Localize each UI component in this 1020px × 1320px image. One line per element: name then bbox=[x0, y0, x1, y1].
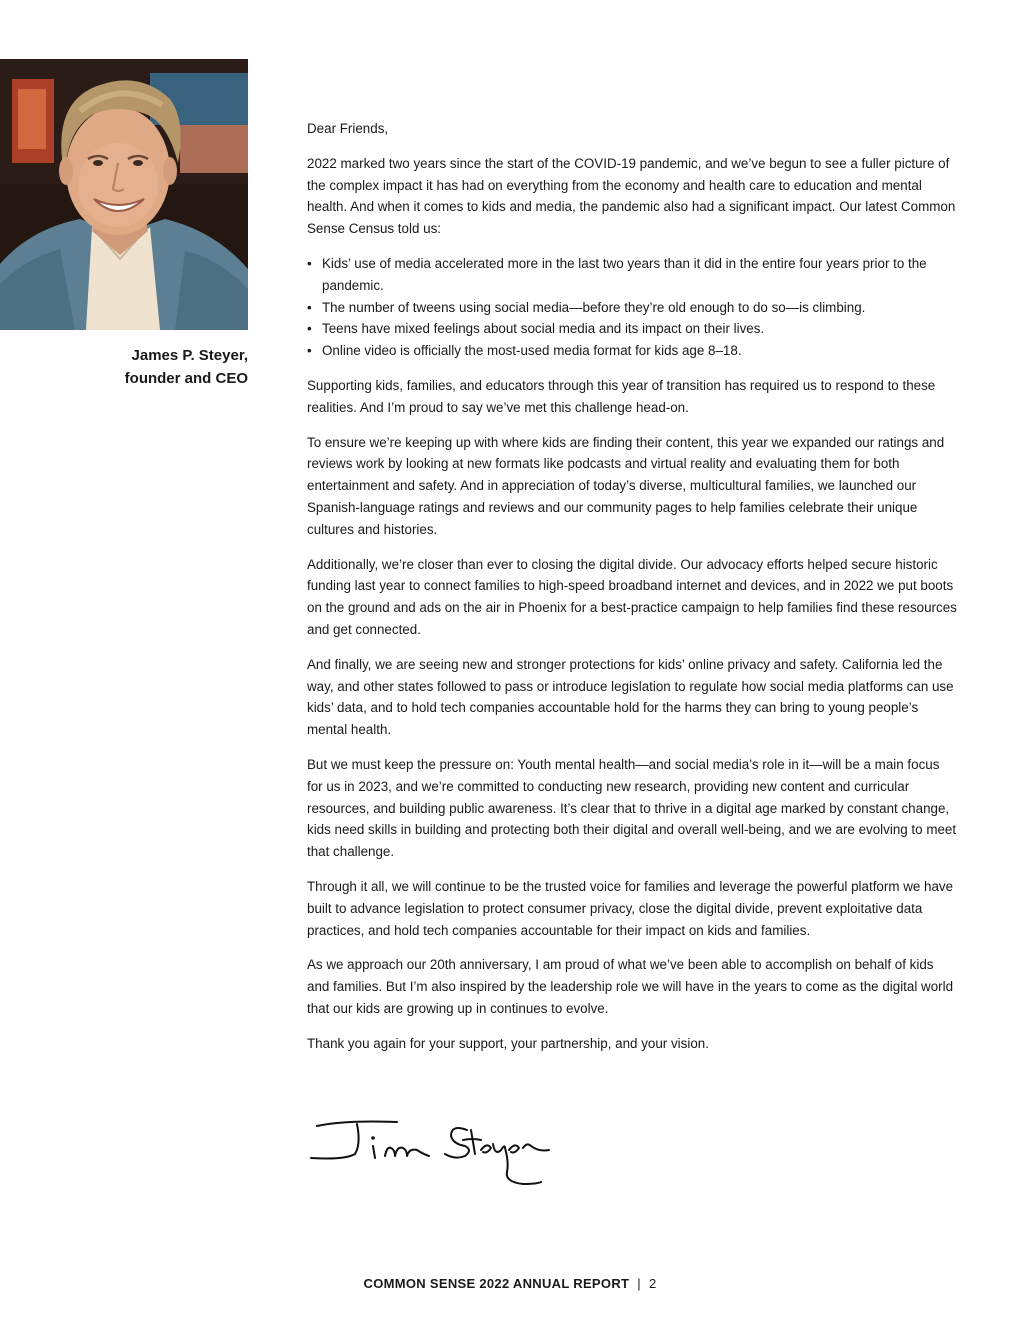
footer-separator: | bbox=[637, 1276, 641, 1291]
letter-body bbox=[307, 118, 957, 1067]
page-footer bbox=[0, 1276, 1020, 1291]
letter-paragraph: Through it all, we will continue to be the trusted voice for families and leverage the powerful platform we have built to advance legislation to protect consumer privacy, close the digital divide, prevent exploitative data practices, and hold tech companies accountable for their impact on kids and families. bbox=[307, 878, 954, 938]
footer-report-title: COMMON SENSE 2022 ANNUAL REPORT bbox=[363, 1276, 630, 1291]
ceo-portrait-photo bbox=[0, 59, 248, 330]
ceo-role: founder and CEO bbox=[124, 370, 248, 387]
handwritten-signature bbox=[305, 1110, 555, 1190]
letter-intro: 2022 marked two years since the start of the COVID-19 pandemic, and we’ve begun to see a fuller picture of the complex impact it has had on everything from the economy and health care to education and mental health. And when it comes to kids and media, the pandemic also had a significant impact. Our latest Common Sense Census told us: bbox=[307, 155, 956, 237]
page-number: 2 bbox=[648, 1276, 657, 1291]
ceo-name: James P. Steyer, bbox=[131, 347, 248, 364]
portrait-caption bbox=[60, 344, 248, 390]
letter-paragraph: To ensure we’re keeping up with where kids are finding their content, this year we expanded our ratings and reviews work by looking at new formats like podcasts and virtual reality and evaluating them for both entertainment and safety. And in appreciation of today’s diverse, multicultural families, we launched our Spanish-language ratings and reviews and our community pages to help families celebrate their unique cultures and histories. bbox=[307, 434, 945, 537]
letter-paragraph: But we must keep the pressure on: Youth mental health—and social media’s role in it—will be a main focus for us in 2023, and we’re committed to conducting new research, providing new content and curricular resources, and building public awareness. It’s clear that to thrive in a digital age marked by constant change, kids need skills in building and protecting both their digital and overall well-being, and we are evolving to meet that challenge. bbox=[307, 756, 957, 860]
letter-paragraph: Supporting kids, families, and educators through this year of transition has required us to respond to these realities. And I’m proud to say we’ve met this challenge head-on. bbox=[307, 377, 936, 415]
list-item: • Teens have mixed feelings about social media and its impact on their lives. bbox=[307, 318, 957, 340]
letter-greeting: Dear Friends, bbox=[307, 121, 389, 136]
list-item: • Kids’ use of media accelerated more in the last two years than it did in the entire four years prior to the pandemic. bbox=[307, 253, 957, 297]
letter-paragraph: And finally, we are seeing new and stronger protections for kids’ online privacy and safety. California led the way, and other states followed to pass or introduce legislation to regulate how social media platforms can use kids’ data, and to hold tech companies accountable hold for the harms they can bring to young people’s mental health. bbox=[307, 656, 954, 738]
letter-paragraph: As we approach our 20th anniversary, I am proud of what we’ve been able to accomplish on behalf of kids and families. But I’m also inspired by the leadership role we will have in the years to come as the digital world that our kids are growing up in continues to evolve. bbox=[307, 957, 954, 1016]
list-item: • Online video is officially the most-used media format for kids age 8–18. bbox=[307, 340, 957, 362]
letter-closing: Thank you again for your support, your partnership, and your vision. bbox=[307, 1035, 709, 1051]
list-item: • The number of tweens using social media—before they’re old enough to do so—is climbing. bbox=[307, 297, 957, 319]
census-findings-list bbox=[307, 253, 957, 362]
letter-paragraph: Additionally, we’re closer than ever to closing the digital divide. Our advocacy efforts helped secure historic funding last year to connect families to high-speed broadband internet and devices, and in 2022 we put boots on the ground and ads on the air in Phoenix for a best-practice campaign to help families find these resources and get connected. bbox=[307, 556, 957, 637]
